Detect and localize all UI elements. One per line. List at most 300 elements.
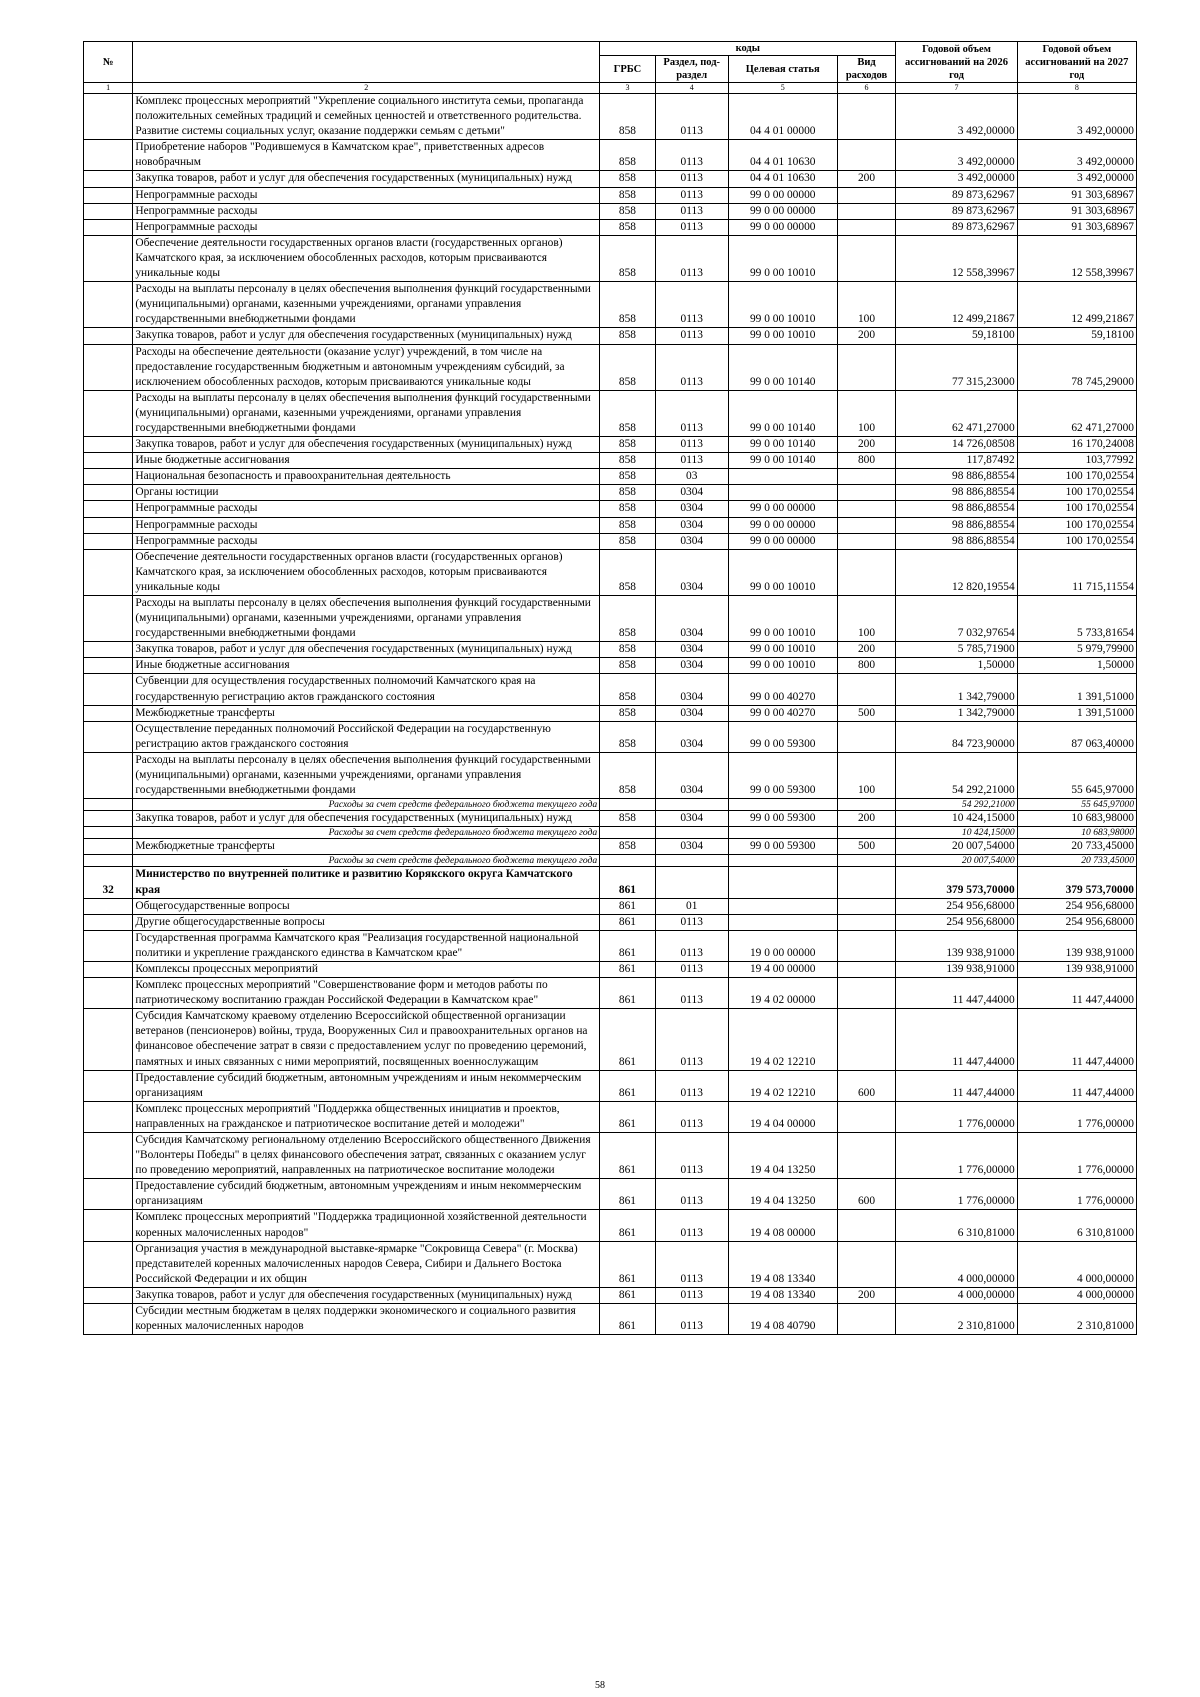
- row-expense-type: [837, 914, 896, 930]
- row-grbs: 858: [600, 642, 656, 658]
- row-expense-type: 800: [837, 658, 896, 674]
- row-razdel: 0304: [655, 533, 728, 549]
- row-amount-2027: 103,77992: [1017, 453, 1136, 469]
- row-grbs: 858: [600, 839, 656, 855]
- row-number: [84, 1133, 133, 1179]
- row-amount-2026: 89 873,62967: [896, 203, 1017, 219]
- row-razdel: 0113: [655, 1133, 728, 1179]
- row-expense-type: 100: [837, 752, 896, 798]
- row-amount-2026: 5 785,71900: [896, 642, 1017, 658]
- row-grbs: 858: [600, 187, 656, 203]
- row-amount-2027: 100 170,02554: [1017, 501, 1136, 517]
- table-row: [84, 658, 1137, 674]
- row-name: Субсидия Камчатскому региональному отделению Всероссийского общественного Движения "Волонтеры Победы" в целях финансового обеспечения затрат, связанных с оказанием услуг по проведению мероприятий, направленных на патриотическое воспитание молодежи: [133, 1133, 600, 1179]
- row-expense-type: [837, 1210, 896, 1241]
- row-razdel: 0113: [655, 1179, 728, 1210]
- row-target-article: [728, 855, 837, 867]
- row-expense-type: [837, 1133, 896, 1179]
- row-name: Государственная программа Камчатского края "Реализация государственной национальной политики и укрепление гражданского единства в Камчатском крае": [133, 930, 600, 961]
- page-number: 58: [595, 1680, 605, 1691]
- row-target-article: 99 0 00 10010: [728, 658, 837, 674]
- row-amount-2026: 1,50000: [896, 658, 1017, 674]
- column-index: 3: [600, 83, 656, 94]
- row-amount-2027: 100 170,02554: [1017, 469, 1136, 485]
- column-index: 7: [896, 83, 1017, 94]
- table-row: [84, 453, 1137, 469]
- row-target-article: [728, 898, 837, 914]
- row-amount-2027: 12 499,21867: [1017, 282, 1136, 328]
- table-row: [84, 1133, 1137, 1179]
- row-name: Комплекс процессных мероприятий "Поддержка общественных инициатив и проектов, направленных на гражданское и патриотическое воспитание детей и молодежи": [133, 1101, 600, 1132]
- row-grbs: 858: [600, 549, 656, 595]
- row-name: Расходы за счет средств федерального бюджета текущего года: [133, 827, 600, 839]
- table-row: [84, 898, 1137, 914]
- row-razdel: 0113: [655, 187, 728, 203]
- row-name: Комплексы процессных мероприятий: [133, 961, 600, 977]
- table-row: [84, 811, 1137, 827]
- row-name: Непрограммные расходы: [133, 219, 600, 235]
- row-expense-type: [837, 961, 896, 977]
- row-target-article: 99 0 00 59300: [728, 839, 837, 855]
- row-amount-2026: 98 886,88554: [896, 469, 1017, 485]
- table-body: [84, 94, 1137, 1335]
- row-number: [84, 705, 133, 721]
- row-razdel: 0113: [655, 930, 728, 961]
- column-index: 4: [655, 83, 728, 94]
- row-number: [84, 978, 133, 1009]
- row-name: Другие общегосударственные вопросы: [133, 914, 600, 930]
- row-amount-2026: 20 007,54000: [896, 855, 1017, 867]
- header-row: [84, 42, 1137, 56]
- row-grbs: 861: [600, 1070, 656, 1101]
- row-number: [84, 140, 133, 171]
- row-grbs: 861: [600, 1210, 656, 1241]
- row-razdel: 03: [655, 469, 728, 485]
- row-expense-type: [837, 469, 896, 485]
- row-amount-2027: 1 776,00000: [1017, 1101, 1136, 1132]
- row-amount-2026: 4 000,00000: [896, 1241, 1017, 1287]
- header-name: [133, 42, 600, 83]
- row-expense-type: [837, 827, 896, 839]
- row-amount-2026: 10 424,15000: [896, 811, 1017, 827]
- row-amount-2027: 4 000,00000: [1017, 1241, 1136, 1287]
- row-amount-2026: 54 292,21000: [896, 752, 1017, 798]
- row-amount-2026: 254 956,68000: [896, 898, 1017, 914]
- row-razdel: 0113: [655, 140, 728, 171]
- row-target-article: 19 4 04 00000: [728, 1101, 837, 1132]
- row-amount-2027: 55 645,97000: [1017, 799, 1136, 811]
- row-grbs: 858: [600, 596, 656, 642]
- row-number: [84, 203, 133, 219]
- row-target-article: [728, 469, 837, 485]
- row-name: Предоставление субсидий бюджетным, автономным учреждениям и иным некоммерческим организациям: [133, 1179, 600, 1210]
- table-row: [84, 978, 1137, 1009]
- table-row: [84, 1070, 1137, 1101]
- row-target-article: 99 0 00 59300: [728, 811, 837, 827]
- header-codes: коды: [600, 42, 896, 56]
- row-name: Непрограммные расходы: [133, 203, 600, 219]
- row-name: Иные бюджетные ассигнования: [133, 453, 600, 469]
- row-amount-2027: 254 956,68000: [1017, 914, 1136, 930]
- row-name: Иные бюджетные ассигнования: [133, 658, 600, 674]
- row-grbs: 861: [600, 914, 656, 930]
- row-amount-2026: 98 886,88554: [896, 533, 1017, 549]
- row-amount-2027: 87 063,40000: [1017, 721, 1136, 752]
- row-amount-2026: 77 315,23000: [896, 344, 1017, 390]
- row-expense-type: 100: [837, 390, 896, 436]
- row-name: Осуществление переданных полномочий Российской Федерации на государственную регистрацию актов гражданского состояния: [133, 721, 600, 752]
- row-name: Комплекс процессных мероприятий "Совершенствование форм и методов работы по патриотическому воспитанию граждан Российской Федерации в Камчатском крае": [133, 978, 600, 1009]
- row-razdel: 0113: [655, 978, 728, 1009]
- row-amount-2026: 12 499,21867: [896, 282, 1017, 328]
- row-razdel: 0304: [655, 752, 728, 798]
- row-razdel: 0304: [655, 549, 728, 595]
- row-grbs: 858: [600, 344, 656, 390]
- row-target-article: 99 0 00 00000: [728, 517, 837, 533]
- row-name: Расходы на выплаты персоналу в целях обеспечения выполнения функций государственными (муниципальными) органами, казенными учреждениями, органами управления государственными внебюджетными фондами: [133, 596, 600, 642]
- row-grbs: 858: [600, 328, 656, 344]
- row-razdel: 0304: [655, 517, 728, 533]
- row-razdel: 0113: [655, 1287, 728, 1303]
- note-row: [84, 827, 1137, 839]
- row-grbs: 858: [600, 674, 656, 705]
- row-number: [84, 187, 133, 203]
- table-row: [84, 203, 1137, 219]
- row-amount-2027: 2 310,81000: [1017, 1304, 1136, 1335]
- row-grbs: [600, 827, 656, 839]
- row-razdel: 0304: [655, 674, 728, 705]
- note-row: [84, 799, 1137, 811]
- table-row: [84, 549, 1137, 595]
- row-amount-2026: 89 873,62967: [896, 219, 1017, 235]
- row-expense-type: 200: [837, 171, 896, 187]
- row-expense-type: 600: [837, 1070, 896, 1101]
- row-amount-2026: 98 886,88554: [896, 485, 1017, 501]
- row-amount-2026: 12 558,39967: [896, 235, 1017, 281]
- row-target-article: 19 4 04 13250: [728, 1133, 837, 1179]
- row-expense-type: [837, 721, 896, 752]
- table-row: [84, 961, 1137, 977]
- row-expense-type: [837, 855, 896, 867]
- row-amount-2026: 62 471,27000: [896, 390, 1017, 436]
- row-target-article: 99 0 00 40270: [728, 674, 837, 705]
- row-expense-type: [837, 930, 896, 961]
- row-number: [84, 469, 133, 485]
- row-razdel: 0113: [655, 94, 728, 140]
- row-grbs: 858: [600, 721, 656, 752]
- row-amount-2027: 3 492,00000: [1017, 94, 1136, 140]
- row-razdel: 0113: [655, 961, 728, 977]
- header-2027: Годовой объем ассигнований на 2027 год: [1017, 42, 1136, 83]
- row-expense-type: [837, 485, 896, 501]
- row-razdel: 0304: [655, 705, 728, 721]
- row-grbs: 858: [600, 469, 656, 485]
- row-expense-type: [837, 219, 896, 235]
- row-target-article: 19 4 08 00000: [728, 1210, 837, 1241]
- row-number: [84, 485, 133, 501]
- row-number: [84, 674, 133, 705]
- row-target-article: 99 0 00 10140: [728, 344, 837, 390]
- row-razdel: 0304: [655, 642, 728, 658]
- row-target-article: 19 4 08 13340: [728, 1287, 837, 1303]
- row-razdel: 0113: [655, 328, 728, 344]
- column-index: 2: [133, 83, 600, 94]
- row-razdel: [655, 827, 728, 839]
- row-amount-2026: 1 342,79000: [896, 674, 1017, 705]
- note-row: [84, 855, 1137, 867]
- row-amount-2026: 3 492,00000: [896, 140, 1017, 171]
- row-grbs: 861: [600, 1241, 656, 1287]
- row-amount-2026: 20 007,54000: [896, 839, 1017, 855]
- row-razdel: 0304: [655, 485, 728, 501]
- row-name: Расходы на выплаты персоналу в целях обеспечения выполнения функций государственными (муниципальными) органами, казенными учреждениями, органами управления государственными внебюджетными фондами: [133, 390, 600, 436]
- row-grbs: 861: [600, 1304, 656, 1335]
- row-amount-2027: 139 938,91000: [1017, 930, 1136, 961]
- row-amount-2026: 254 956,68000: [896, 914, 1017, 930]
- table-row: [84, 501, 1137, 517]
- row-name: Закупка товаров, работ и услуг для обеспечения государственных (муниципальных) нужд: [133, 642, 600, 658]
- row-expense-type: 500: [837, 839, 896, 855]
- table-row: [84, 282, 1137, 328]
- budget-table: [83, 41, 1137, 1335]
- row-expense-type: [837, 517, 896, 533]
- table-row: [84, 219, 1137, 235]
- row-amount-2027: 12 558,39967: [1017, 235, 1136, 281]
- row-name: Предоставление субсидий бюджетным, автономным учреждениям и иным некоммерческим организациям: [133, 1070, 600, 1101]
- row-amount-2027: 16 170,24008: [1017, 437, 1136, 453]
- row-expense-type: [837, 187, 896, 203]
- row-target-article: 19 0 00 00000: [728, 930, 837, 961]
- row-grbs: 861: [600, 867, 656, 898]
- row-grbs: 861: [600, 1179, 656, 1210]
- table-row: [84, 235, 1137, 281]
- row-razdel: 0113: [655, 344, 728, 390]
- row-number: [84, 549, 133, 595]
- table-row: [84, 752, 1137, 798]
- row-target-article: 99 0 00 10010: [728, 549, 837, 595]
- row-amount-2027: 11 715,11554: [1017, 549, 1136, 595]
- row-target-article: 19 4 02 12210: [728, 1070, 837, 1101]
- row-target-article: 04 4 01 10630: [728, 171, 837, 187]
- row-amount-2027: 3 492,00000: [1017, 171, 1136, 187]
- row-razdel: 0304: [655, 721, 728, 752]
- table-row: [84, 1287, 1137, 1303]
- row-name: Закупка товаров, работ и услуг для обеспечения государственных (муниципальных) нужд: [133, 1287, 600, 1303]
- row-target-article: 99 0 00 00000: [728, 203, 837, 219]
- row-target-article: 99 0 00 00000: [728, 533, 837, 549]
- row-name: Национальная безопасность и правоохранительная деятельность: [133, 469, 600, 485]
- row-name: Министерство по внутренней политике и развитию Корякского округа Камчатского края: [133, 867, 600, 898]
- row-amount-2027: 11 447,44000: [1017, 978, 1136, 1009]
- table-row: [84, 705, 1137, 721]
- row-amount-2026: 379 573,70000: [896, 867, 1017, 898]
- row-number: [84, 811, 133, 827]
- row-grbs: 858: [600, 501, 656, 517]
- row-amount-2027: 10 683,98000: [1017, 827, 1136, 839]
- row-name: Непрограммные расходы: [133, 533, 600, 549]
- row-name: Комплекс процессных мероприятий "Укрепление социального института семьи, пропаганда положительных семейных традиций и семейных ценностей и ответственного родительства. Развитие системы социальных услуг, оказание поддержки семьям с детьми": [133, 94, 600, 140]
- row-expense-type: [837, 1304, 896, 1335]
- row-expense-type: 500: [837, 705, 896, 721]
- row-grbs: 858: [600, 235, 656, 281]
- row-target-article: 99 0 00 40270: [728, 705, 837, 721]
- row-number: [84, 658, 133, 674]
- row-number: [84, 94, 133, 140]
- table-row: [84, 914, 1137, 930]
- row-amount-2027: 1 391,51000: [1017, 705, 1136, 721]
- header-celevaya: Целевая статья: [728, 56, 837, 83]
- row-target-article: [728, 799, 837, 811]
- row-target-article: 99 0 00 10010: [728, 642, 837, 658]
- row-expense-type: [837, 898, 896, 914]
- row-amount-2027: 91 303,68967: [1017, 203, 1136, 219]
- row-amount-2027: 100 170,02554: [1017, 517, 1136, 533]
- row-target-article: 19 4 04 13250: [728, 1179, 837, 1210]
- row-name: Приобретение наборов "Родившемуся в Камчатском крае", приветственных адресов новобрачным: [133, 140, 600, 171]
- column-index: 1: [84, 83, 133, 94]
- row-expense-type: 800: [837, 453, 896, 469]
- row-number: [84, 501, 133, 517]
- column-index-row: [84, 83, 1137, 94]
- row-expense-type: 100: [837, 596, 896, 642]
- table-row: [84, 596, 1137, 642]
- row-name: Закупка товаров, работ и услуг для обеспечения государственных (муниципальных) нужд: [133, 328, 600, 344]
- row-razdel: 0113: [655, 1009, 728, 1070]
- row-grbs: 858: [600, 705, 656, 721]
- row-number: [84, 344, 133, 390]
- row-amount-2026: 11 447,44000: [896, 978, 1017, 1009]
- row-expense-type: [837, 1241, 896, 1287]
- table-row: [84, 390, 1137, 436]
- row-razdel: [655, 799, 728, 811]
- row-number: [84, 1241, 133, 1287]
- row-razdel: 0113: [655, 914, 728, 930]
- row-name: Обеспечение деятельности государственных органов власти (государственных органов) Камчатского края, за исключением обособленных расходов, которым присваиваются уникальные коды: [133, 235, 600, 281]
- row-number: [84, 1179, 133, 1210]
- row-razdel: 0304: [655, 596, 728, 642]
- row-grbs: 861: [600, 930, 656, 961]
- row-razdel: 0113: [655, 203, 728, 219]
- row-amount-2026: 54 292,21000: [896, 799, 1017, 811]
- row-name: Субвенции для осуществления государственных полномочий Камчатского края на государственную регистрацию актов гражданского состояния: [133, 674, 600, 705]
- row-number: [84, 453, 133, 469]
- row-number: [84, 721, 133, 752]
- header-2026: Годовой объем ассигнований на 2026 год: [896, 42, 1017, 83]
- row-grbs: 858: [600, 485, 656, 501]
- row-amount-2027: 20 733,45000: [1017, 855, 1136, 867]
- row-target-article: 19 4 08 13340: [728, 1241, 837, 1287]
- row-expense-type: [837, 203, 896, 219]
- table-row: [84, 328, 1137, 344]
- row-razdel: 0304: [655, 839, 728, 855]
- row-name: Расходы на выплаты персоналу в целях обеспечения выполнения функций государственными (муниципальными) органами, казенными учреждениями, органами управления государственными внебюджетными фондами: [133, 282, 600, 328]
- row-name: Непрограммные расходы: [133, 517, 600, 533]
- row-target-article: 04 4 01 00000: [728, 94, 837, 140]
- row-amount-2026: 1 776,00000: [896, 1101, 1017, 1132]
- row-expense-type: [837, 799, 896, 811]
- row-grbs: 861: [600, 1133, 656, 1179]
- row-amount-2026: 1 776,00000: [896, 1179, 1017, 1210]
- row-grbs: 858: [600, 171, 656, 187]
- row-target-article: 19 4 08 40790: [728, 1304, 837, 1335]
- row-number: [84, 1287, 133, 1303]
- row-number: 32: [84, 867, 133, 898]
- row-amount-2027: 11 447,44000: [1017, 1070, 1136, 1101]
- row-razdel: [655, 855, 728, 867]
- table-row: [84, 140, 1137, 171]
- row-grbs: 858: [600, 203, 656, 219]
- row-grbs: 861: [600, 978, 656, 1009]
- row-amount-2026: 139 938,91000: [896, 930, 1017, 961]
- row-target-article: [728, 914, 837, 930]
- row-expense-type: 200: [837, 811, 896, 827]
- row-name: Органы юстиции: [133, 485, 600, 501]
- row-number: [84, 898, 133, 914]
- table-row: [84, 1210, 1137, 1241]
- row-name: Расходы на обеспечение деятельности (оказание услуг) учреждений, в том числе на предоставление государственным бюджетным и автономным учреждениям субсидий, за исключением обособленных расходов, которым присваиваются уникальные коды: [133, 344, 600, 390]
- row-amount-2027: 5 733,81654: [1017, 596, 1136, 642]
- row-amount-2026: 1 776,00000: [896, 1133, 1017, 1179]
- row-razdel: 0113: [655, 1304, 728, 1335]
- row-number: [84, 914, 133, 930]
- row-expense-type: 600: [837, 1179, 896, 1210]
- row-expense-type: [837, 235, 896, 281]
- table-row: [84, 187, 1137, 203]
- row-target-article: 04 4 01 10630: [728, 140, 837, 171]
- column-index: 8: [1017, 83, 1136, 94]
- row-grbs: [600, 855, 656, 867]
- row-amount-2026: 7 032,97654: [896, 596, 1017, 642]
- row-amount-2026: 11 447,44000: [896, 1009, 1017, 1070]
- column-index: 6: [837, 83, 896, 94]
- row-amount-2027: 20 733,45000: [1017, 839, 1136, 855]
- row-expense-type: [837, 1009, 896, 1070]
- row-amount-2026: 3 492,00000: [896, 94, 1017, 140]
- row-grbs: 858: [600, 94, 656, 140]
- row-amount-2026: 2 310,81000: [896, 1304, 1017, 1335]
- row-name: Расходы за счет средств федерального бюджета текущего года: [133, 855, 600, 867]
- table-row: [84, 344, 1137, 390]
- row-name: Общегосударственные вопросы: [133, 898, 600, 914]
- row-amount-2027: 1,50000: [1017, 658, 1136, 674]
- row-number: [84, 235, 133, 281]
- row-expense-type: 200: [837, 1287, 896, 1303]
- row-name: Расходы на выплаты персоналу в целях обеспечения выполнения функций государственными (муниципальными) органами, казенными учреждениями, органами управления государственными внебюджетными фондами: [133, 752, 600, 798]
- row-number: [84, 1304, 133, 1335]
- row-expense-type: [837, 94, 896, 140]
- row-name: Расходы за счет средств федерального бюджета текущего года: [133, 799, 600, 811]
- row-target-article: 99 0 00 10140: [728, 437, 837, 453]
- table-row: [84, 437, 1137, 453]
- row-expense-type: [837, 344, 896, 390]
- row-target-article: 19 4 00 00000: [728, 961, 837, 977]
- row-razdel: 0113: [655, 219, 728, 235]
- table-row: [84, 674, 1137, 705]
- row-razdel: 0113: [655, 1101, 728, 1132]
- row-amount-2026: 14 726,08508: [896, 437, 1017, 453]
- row-expense-type: 200: [837, 642, 896, 658]
- row-amount-2027: 1 776,00000: [1017, 1179, 1136, 1210]
- table-row: [84, 930, 1137, 961]
- row-amount-2026: 6 310,81000: [896, 1210, 1017, 1241]
- row-target-article: [728, 867, 837, 898]
- row-number: [84, 752, 133, 798]
- row-amount-2027: 3 492,00000: [1017, 140, 1136, 171]
- row-number: [84, 219, 133, 235]
- row-amount-2027: 10 683,98000: [1017, 811, 1136, 827]
- table-row: [84, 1304, 1137, 1335]
- header-grbs: ГРБС: [600, 56, 656, 83]
